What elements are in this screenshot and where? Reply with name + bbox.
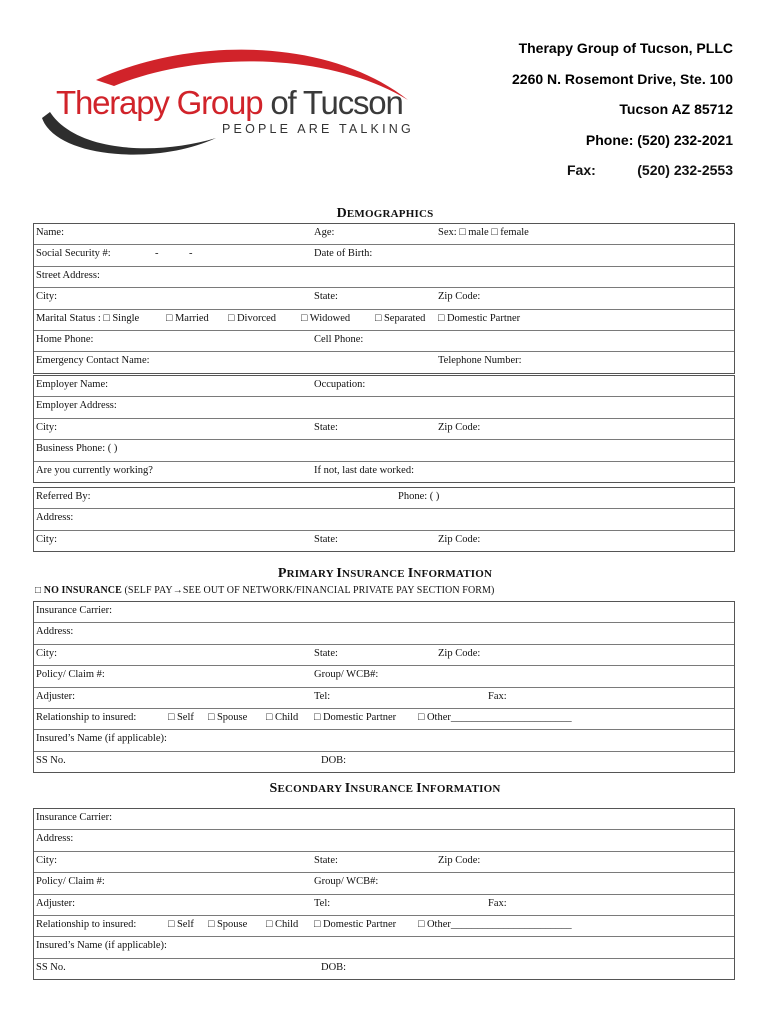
form-row	[34, 419, 734, 440]
employer-section	[33, 375, 735, 483]
primary-carrier-field[interactable]: Insurance Carrier:	[36, 605, 113, 616]
emergency-contact-field[interactable]: Emergency Contact Name:	[36, 355, 150, 367]
logo-wordmark	[56, 84, 403, 122]
no-insurance-label: NO INSURANCE	[43, 585, 122, 596]
company-fax-number: (520) 232-2553	[637, 162, 733, 178]
age-field[interactable]: Age:	[314, 227, 335, 238]
employer-state-field[interactable]: State:	[314, 421, 338, 433]
form-row	[34, 623, 734, 644]
form-row	[34, 645, 734, 666]
title-rest: ECONDARY	[277, 783, 345, 795]
form-row	[34, 809, 734, 830]
form-row	[34, 509, 734, 530]
form-row	[34, 397, 734, 418]
referral-section	[33, 487, 735, 552]
primary-child-checkbox[interactable]: □ Child	[266, 711, 299, 723]
ssn-dash: -	[155, 248, 159, 260]
secondary-city-field[interactable]: City:	[36, 854, 58, 866]
form-row	[34, 288, 734, 309]
title-rest: NFORMATION	[413, 568, 493, 580]
form-row	[34, 462, 734, 482]
form-row	[34, 440, 734, 461]
occupation-field[interactable]: Occupation:	[314, 379, 366, 390]
title-initial: I	[407, 566, 414, 581]
form-row	[34, 688, 734, 709]
primary-adjuster-field[interactable]: Adjuster:	[36, 690, 76, 702]
employer-city-field[interactable]: City:	[36, 421, 58, 433]
secondary-ss-no-field[interactable]: SS No.	[36, 961, 66, 973]
marital-separated-checkbox[interactable]: □ Separated	[375, 312, 426, 324]
secondary-adjuster-field[interactable]: Adjuster:	[36, 897, 76, 909]
logo-wordmark-red: Therapy Group	[56, 84, 263, 121]
logo-tagline: PEOPLE ARE TALKING	[222, 122, 414, 136]
secondary-address-field[interactable]: Address:	[36, 833, 74, 845]
form-row	[34, 666, 734, 687]
city-field[interactable]: City:	[36, 291, 58, 303]
form-row	[34, 224, 734, 245]
title-rest: NFORMATION	[421, 783, 501, 795]
form-row	[34, 602, 734, 623]
home-phone-field[interactable]: Home Phone:	[36, 333, 94, 345]
primary-relationship-label: Relationship to insured:	[36, 711, 137, 723]
form-row	[34, 267, 734, 288]
primary-tel-field[interactable]: Tel:	[314, 690, 331, 702]
form-row	[34, 752, 734, 772]
primary-other-checkbox[interactable]: □ Other_______________________	[418, 711, 572, 723]
marital-divorced-checkbox[interactable]: □ Divorced	[228, 312, 277, 324]
referral-state-field[interactable]: State:	[314, 533, 338, 545]
secondary-spouse-checkbox[interactable]: □ Spouse	[208, 918, 248, 930]
employer-zip-field[interactable]: Zip Code:	[438, 421, 481, 433]
secondary-child-checkbox[interactable]: □ Child	[266, 918, 299, 930]
form-row	[34, 937, 734, 958]
primary-spouse-checkbox[interactable]: □ Spouse	[208, 711, 248, 723]
secondary-other-checkbox[interactable]: □ Other_______________________	[418, 918, 572, 930]
form-row	[34, 352, 734, 372]
form-row	[34, 830, 734, 851]
title-rest: NSURANCE	[342, 568, 408, 580]
referral-city-field[interactable]: City:	[36, 533, 58, 545]
employer-name-field[interactable]: Employer Name:	[36, 379, 109, 390]
secondary-dob-field[interactable]: DOB:	[321, 961, 347, 973]
demographics-title-rest: EMOGRAPHICS	[346, 208, 434, 220]
secondary-insured-name-field[interactable]: Insured’s Name (if applicable):	[36, 940, 167, 952]
primary-city-field[interactable]: City:	[36, 647, 58, 659]
no-insurance-note: (SELF PAY→SEE OUT OF NETWORK/FINANCIAL PRIVATE PAY SECTION FORM)	[121, 585, 495, 596]
form-row	[34, 895, 734, 916]
title-initial: I	[416, 781, 422, 796]
checkbox-icon: □	[35, 585, 44, 596]
primary-ss-no-field[interactable]: SS No.	[36, 754, 66, 766]
company-name: Therapy Group of Tucson, PLLC	[518, 40, 733, 56]
secondary-insurance-section	[33, 808, 735, 980]
secondary-relationship-label: Relationship to insured:	[36, 918, 137, 930]
form-row	[34, 873, 734, 894]
business-phone-field[interactable]: Business Phone: ( )	[36, 443, 118, 455]
primary-domestic-partner-checkbox[interactable]: □ Domestic Partner	[314, 711, 397, 723]
street-address-field[interactable]: Street Address:	[36, 269, 100, 281]
secondary-carrier-field[interactable]: Insurance Carrier:	[36, 812, 113, 823]
primary-fax-field[interactable]: Fax:	[488, 690, 507, 702]
title-rest: NSURANCE	[350, 783, 417, 795]
currently-working-field[interactable]: Are you currently working?	[36, 464, 153, 476]
zip-field[interactable]: Zip Code:	[438, 291, 481, 303]
no-insurance-checkbox[interactable]	[35, 585, 494, 596]
marital-domestic-partner-checkbox[interactable]: □ Domestic Partner	[438, 312, 521, 324]
title-initial: I	[344, 781, 351, 796]
title-initial: P	[277, 566, 287, 581]
primary-policy-field[interactable]: Policy/ Claim #:	[36, 669, 105, 681]
secondary-zip-field[interactable]: Zip Code:	[438, 854, 481, 866]
logo-wordmark-dark: of Tucson	[262, 84, 403, 121]
telephone-number-field[interactable]: Telephone Number:	[438, 355, 522, 367]
form-row	[34, 310, 734, 331]
form-row	[34, 531, 734, 551]
form-row	[34, 488, 734, 509]
secondary-insurance-title	[0, 780, 770, 797]
last-date-worked-field[interactable]: If not, last date worked:	[314, 464, 415, 476]
form-row	[34, 916, 734, 937]
referred-by-field[interactable]: Referred By:	[36, 491, 91, 502]
primary-self-checkbox[interactable]: □ Self	[168, 711, 194, 723]
primary-insurance-section	[33, 601, 735, 773]
form-row	[34, 852, 734, 873]
secondary-fax-field[interactable]: Fax:	[488, 897, 507, 909]
name-field[interactable]: Name:	[36, 227, 64, 238]
referral-address-field[interactable]: Address:	[36, 512, 74, 524]
state-field[interactable]: State:	[314, 291, 338, 303]
demographics-title	[0, 205, 770, 222]
demographics-section	[33, 223, 735, 374]
form-row	[34, 245, 734, 266]
form-row	[34, 730, 734, 751]
primary-zip-field[interactable]: Zip Code:	[438, 647, 481, 659]
company-fax-label: Fax:	[567, 162, 596, 178]
referral-phone-field[interactable]: Phone: ( )	[398, 491, 440, 502]
dob-field[interactable]: Date of Birth:	[314, 248, 373, 260]
demographics-title-initial: D	[336, 206, 347, 221]
company-address-line1: 2260 N. Rosemont Drive, Ste. 100	[512, 71, 733, 87]
company-phone: Phone: (520) 232-2021	[585, 132, 733, 148]
company-logo	[36, 40, 416, 170]
secondary-self-checkbox[interactable]: □ Self	[168, 918, 194, 930]
secondary-state-field[interactable]: State:	[314, 854, 338, 866]
marital-single-checkbox[interactable]: Marital Status : □ Single	[36, 312, 140, 324]
sex-checkboxes[interactable]: Sex: □ male □ female	[438, 227, 529, 238]
primary-address-field[interactable]: Address:	[36, 626, 74, 638]
primary-group-field[interactable]: Group/ WCB#:	[314, 669, 379, 681]
cell-phone-field[interactable]: Cell Phone:	[314, 333, 364, 345]
company-address-line2: Tucson AZ 85712	[619, 101, 733, 117]
form-row	[34, 331, 734, 352]
secondary-tel-field[interactable]: Tel:	[314, 897, 331, 909]
title-initial: I	[336, 566, 343, 581]
form-row	[34, 709, 734, 730]
referral-zip-field[interactable]: Zip Code:	[438, 533, 481, 545]
marital-married-checkbox[interactable]: □ Married	[166, 312, 209, 324]
secondary-domestic-partner-checkbox[interactable]: □ Domestic Partner	[314, 918, 397, 930]
title-initial: S	[269, 781, 278, 796]
form-row	[34, 959, 734, 979]
secondary-group-field[interactable]: Group/ WCB#:	[314, 876, 379, 888]
secondary-policy-field[interactable]: Policy/ Claim #:	[36, 876, 105, 888]
form-row	[34, 376, 734, 397]
primary-dob-field[interactable]: DOB:	[321, 754, 347, 766]
primary-insurance-title	[0, 565, 770, 582]
marital-widowed-checkbox[interactable]: □ Widowed	[301, 312, 351, 324]
ssn-field[interactable]: Social Security #:	[36, 248, 111, 260]
title-rest: RIMARY	[286, 568, 337, 580]
ssn-dash: -	[189, 248, 193, 260]
employer-address-field[interactable]: Employer Address:	[36, 400, 117, 412]
primary-insured-name-field[interactable]: Insured’s Name (if applicable):	[36, 733, 167, 745]
primary-state-field[interactable]: State:	[314, 647, 338, 659]
